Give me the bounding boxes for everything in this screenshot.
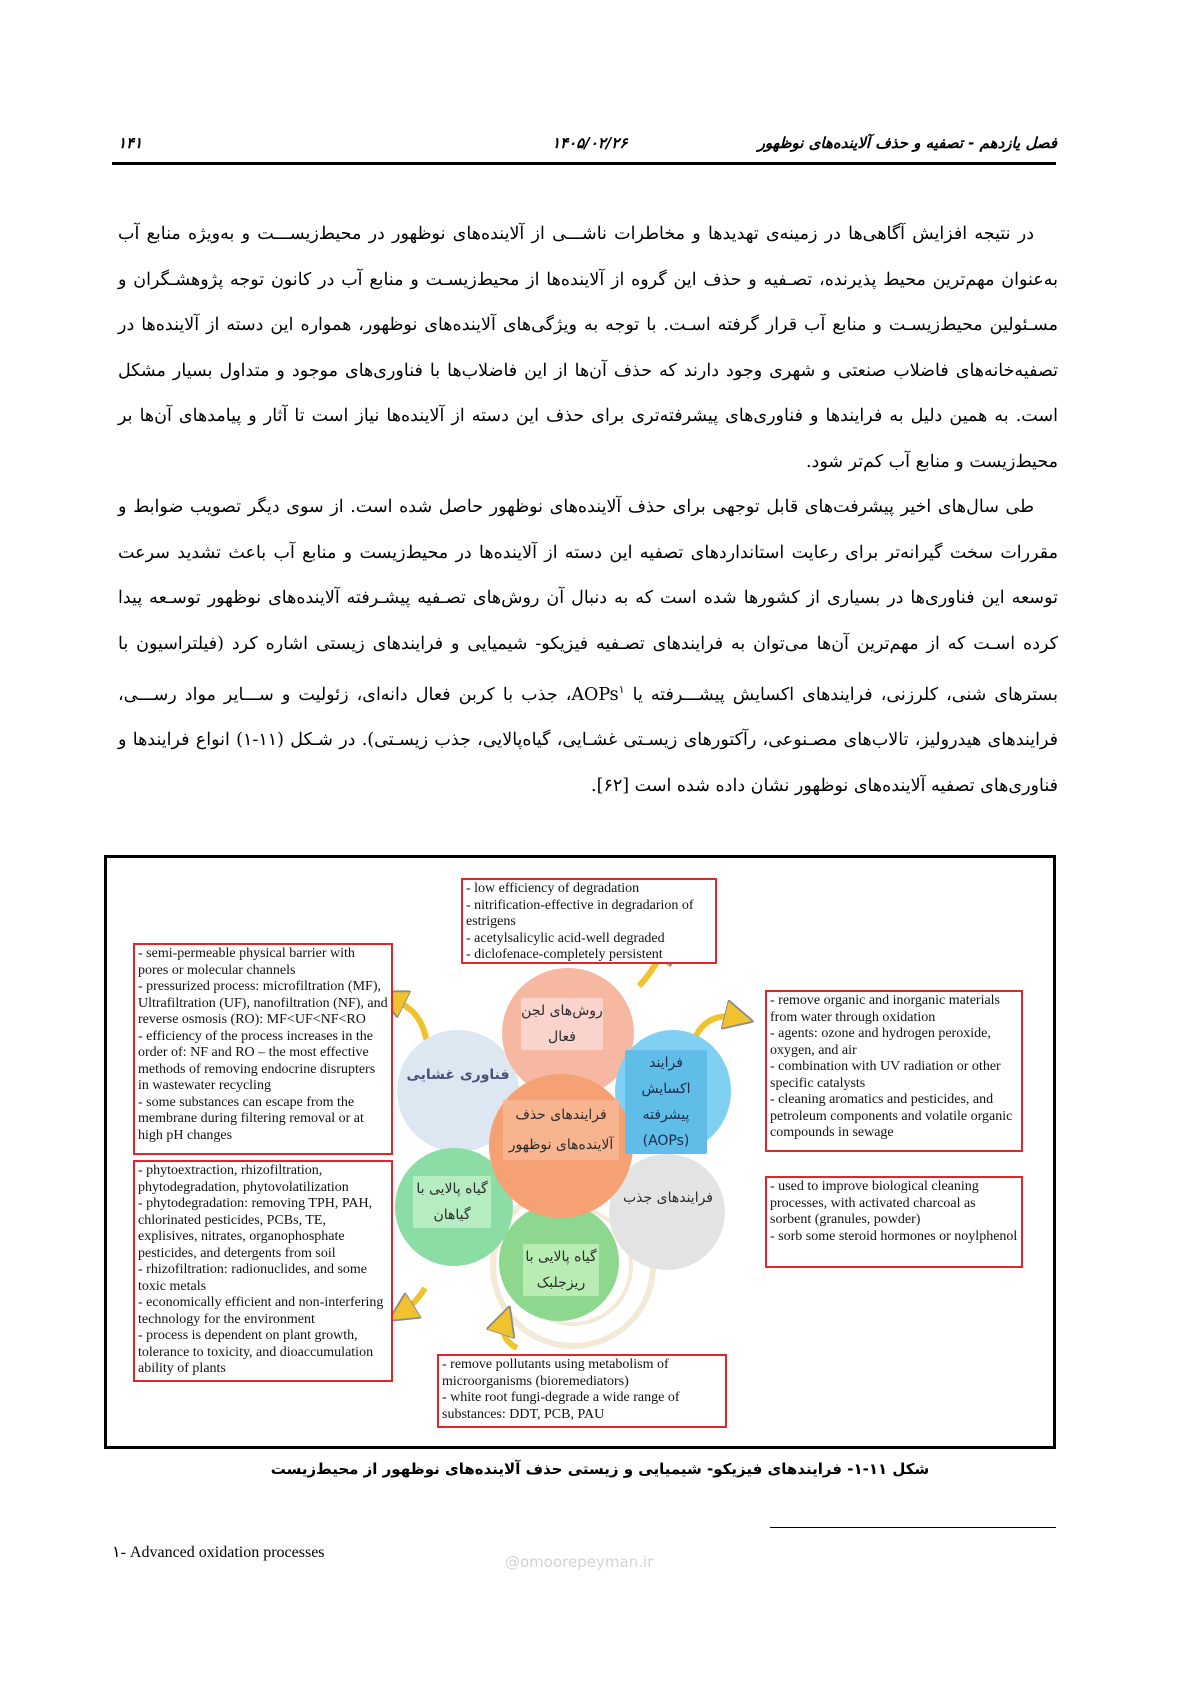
body-text <box>118 212 1058 809</box>
label-sludge: روش‌های لجن فعال <box>521 998 603 1050</box>
chapter-title: فصل یازدهم - تصفیه و حذف آلاینده‌های نوظهور <box>757 134 1057 152</box>
label-rhizo: گیاه پالایی با ریزجلبک <box>523 1244 599 1296</box>
header-rule <box>112 162 1056 165</box>
paragraph-2 <box>118 485 1058 809</box>
box-phyto: - phytoextraction, rhizofiltration, phytodegradation, phytovolatilization - phytodegradation: removing TPH, PAH, chlorinated pesticides, PCBs, TE, explisives, nitrates, organophosphate pesticides, and detergents from soil - rhizofiltration: radionuclides, and some toxic metals - economically efficient and non-interfering technology for the environment - process is dependent on plant growth, tolerance to toxicity, and dioaccumulation ability of plants <box>133 1160 393 1382</box>
box-rhizo: - remove pollutants using metabolism of microorganisms (bioremediators) - white root fungi-degrade a wide range of substances: DDT, PCB, PAU <box>437 1354 727 1428</box>
arrow-membrane <box>391 998 427 1043</box>
paragraph-2-part-1: طی سال‌های اخیر پیشرفت‌های قابل توجهی برای حذف آلاینده‌های نوظهور حاصل شده است. از سوی دیگر تصویب ضوابط و مقررات سخت گیرانه‌تر برای رعایت استانداردهای تصفیه این دسته از آلاینده‌ها در محیط‌زیست و منابع آب باعث تشدید سرعت توسعه این فناوری‌ها در بسیاری از کشورها شده است که به دنبال آن روش‌های تصـفیه پیشـرفته آلاینده‌های نوظهور توسـعه پیدا کرده اسـت که از مهم‌ترین آن‌ها می‌توان به فرایندهای تصـفیه فیزیکو- شیمیایی و فرایندهای زیستی اشاره کرد (فیلتراسیون با بسترهای شنی، کلرزنی، فرایندهای اکسایش پیشـــرفته یا AOPs <box>118 497 1058 705</box>
paragraph-2-part-2: ، جذب با کربن فعال دانه‌ای، زئولیت و ســـایر مواد رســـی، فرایندهای هیدرولیز، تالاب‌های مصـنوعی، رآکتورهای زیسـتی غشـایی، گیاه‌پالایی، جذب زیسـتی). در شـکل (۱۱-۱) انواع فرایندها و فناوری‌های تصفیه آلاینده‌های نوظهور نشان داده شده است [۶۲]. <box>118 684 1058 796</box>
label-membrane: فناوری غشایی <box>406 1067 510 1083</box>
label-aop: فرایند اکسایش پیشرفته (AOPs) <box>625 1050 707 1154</box>
label-center: فرایندهای حذف آلاینده‌های نوظهور <box>503 1100 619 1160</box>
arrow-aop <box>695 1016 739 1038</box>
footnote: ۱- Advanced oxidation processes <box>112 1544 325 1561</box>
figure-caption: شکل ۱۱-۱- فرایندهای فیزیکو- شیمیایی و زیستی حذف آلاینده‌های نوظهور از محیط‌زیست <box>270 1460 930 1478</box>
figure-frame <box>104 855 1056 1449</box>
paragraph-1: در نتیجه افزایش آگاهی‌ها در زمینه‌ی تهدیدها و مخاطرات ناشـــی از آلاینده‌های نوظهور در محیط‌زیســـت و به‌ویژه منابع آب به‌عنوان مهم‌ترین محیط پذیرنده، تصـفیه و حذف این گروه از آلاینده‌ها از محیط‌زیسـت و منابع آب در کانون توجه پژوهشـگران و مسـئولین محیط‌زیسـت و منابع آب قرار گرفته اسـت. با توجه به ویژگی‌های آلاینده‌های نوظهور، همواره این دسته از آلاینده‌ها در تصفیه‌خانه‌های فاضلاب صنعتی و شهری وجود دارند که حذف آن‌ها از این فاضلاب‌ها با فناوری‌های موجود و متداول بسیار مشکل است. به همین دلیل به فرایندها و فناوری‌های پیشرفته‌تری برای حذف این دسته از آلاینده‌ها نیاز است تا آثار و پیامدهای آن‌ها بر محیط‌زیست و منابع آب کم‌تر شود. <box>118 224 1058 472</box>
arrow-phyto <box>401 1288 425 1313</box>
box-adsorption: - used to improve biological cleaning processes, with activated charcoal as sorbent (granules, powder) - sorb some steroid hormones or noylphenol <box>765 1176 1023 1268</box>
footnote-ref[interactable]: ۱ <box>618 683 625 696</box>
box-sludge: - low efficiency of degradation - nitrification-effective in degradarion of estrigens - acetylsalicylic acid-well degraded - diclofenace-completely persistent <box>461 878 717 964</box>
watermark-text: @omoorepeyman.ir <box>505 1553 654 1571</box>
box-membrane: - semi-permeable physical barrier with pores or molecular channels - pressurized process: microfiltration (MF), Ultrafiltration (UF), nanofiltration (NF), and reverse osmosis (RO): MF<UF<NF<RO - efficiency of the process increases in the order of: NF and RO – the most effective methods of removing endocrine disrupters in wastewater recycling - some substances can escape from the membrane during filtering removal or at high pH changes <box>133 943 393 1155</box>
label-phyto: گیاه پالایی با گیاهان <box>413 1176 491 1228</box>
arrow-rhizo <box>504 1320 518 1348</box>
page-number: ۱۴۱ <box>118 134 143 152</box>
box-aop: - remove organic and inorganic materials from water through oxidation - agents: ozone and hydrogen peroxide, oxygen, and air - combination with UV radiation or other specific catalysts - cleaning aromatics and pesticides, and petroleum components and volatile organic compounds in sewage <box>765 990 1023 1152</box>
footnote-rule <box>770 1527 1056 1528</box>
header-date: ۱۴۰۵/۰۲/۲۶ <box>552 134 628 152</box>
label-adsorption: فرایندهای جذب <box>622 1190 713 1206</box>
